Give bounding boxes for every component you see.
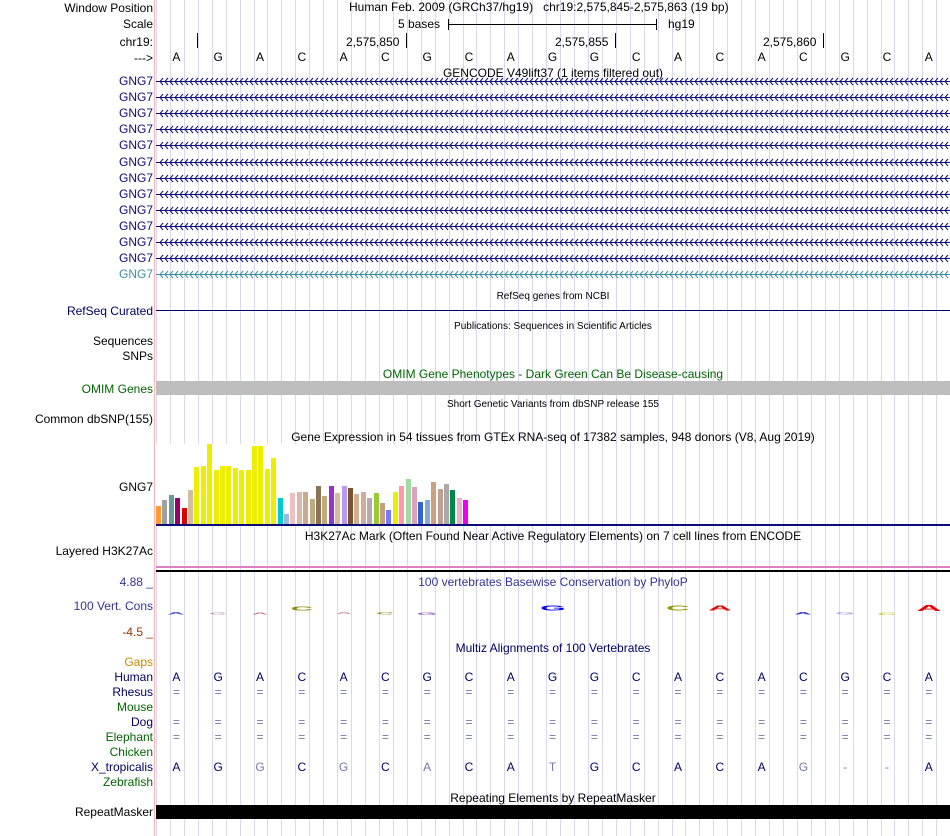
gtex-bar[interactable] <box>438 489 443 524</box>
track-label-divider <box>154 0 155 836</box>
gtex-bar[interactable] <box>233 468 238 524</box>
gtex-bar[interactable] <box>284 514 289 524</box>
multiz-base: - <box>843 760 848 774</box>
gencode-transcript-label[interactable]: GNG7 <box>118 74 153 88</box>
chromosome-label: chr19: <box>119 35 153 49</box>
multiz-base: A <box>757 760 766 774</box>
scale-text: 5 bases <box>398 17 441 31</box>
gencode-transcript-label[interactable]: GNG7 <box>118 235 153 249</box>
multiz-base: G <box>213 760 223 774</box>
gtex-bar[interactable] <box>412 487 417 524</box>
h3k27ac-baseline <box>156 570 950 572</box>
multiz-base: A <box>423 760 432 774</box>
refseq-track-title[interactable]: RefSeq genes from NCBI <box>496 291 610 302</box>
scale-label: Scale <box>122 17 153 31</box>
multiz-base: = <box>507 730 515 744</box>
multiz-base: = <box>549 730 557 744</box>
scale-bar <box>448 24 656 25</box>
base-letter: C <box>799 50 808 64</box>
multiz-base: C <box>882 670 892 684</box>
gtex-bar[interactable] <box>431 482 436 524</box>
gtex-bar[interactable] <box>342 486 347 524</box>
gtex-bar[interactable] <box>310 499 315 524</box>
gtex-bar[interactable] <box>425 500 430 524</box>
gencode-transcript-label[interactable]: GNG7 <box>118 202 153 217</box>
multiz-base: = <box>716 730 724 744</box>
multiz-base: = <box>758 715 766 729</box>
gencode-transcript-label[interactable]: GNG7 <box>118 90 153 105</box>
gencode-transcript-line[interactable] <box>156 238 950 247</box>
base-letter: G <box>213 50 223 64</box>
dbsnp-track-title[interactable]: Short Genetic Variants from dbSNP release 155 <box>447 399 659 410</box>
gtex-bar[interactable] <box>156 506 161 524</box>
multiz-base: G <box>213 670 223 684</box>
gencode-transcript-line[interactable] <box>156 270 950 279</box>
multiz-base: A <box>255 670 264 684</box>
gtex-bar[interactable] <box>322 496 327 524</box>
base-letter: C <box>464 50 474 64</box>
gtex-bar[interactable] <box>265 469 270 524</box>
db-name: hg19 <box>668 17 695 31</box>
base-letter: C <box>882 50 892 64</box>
gtex-bar[interactable] <box>418 502 423 524</box>
multiz-base: = <box>214 685 222 699</box>
multiz-base: = <box>298 685 306 699</box>
strand-arrow-label: ---> <box>134 51 153 65</box>
multiz-base: = <box>925 730 933 744</box>
gtex-bar[interactable] <box>169 495 174 524</box>
multiz-base: = <box>799 730 807 744</box>
gencode-transcript-label[interactable]: GNG7 <box>118 122 153 137</box>
gtex-bar[interactable] <box>252 446 257 524</box>
window-position-label: Window Position <box>64 1 153 15</box>
multiz-base: = <box>632 730 640 744</box>
multiz-base: A <box>172 670 181 684</box>
gtex-bar[interactable] <box>278 498 283 524</box>
base-letter: A <box>255 50 264 64</box>
multiz-base: = <box>507 715 515 729</box>
multiz-base: C <box>297 760 307 774</box>
gtex-bar[interactable] <box>188 490 193 524</box>
gtex-bar[interactable] <box>367 498 372 524</box>
cons-letter: A <box>794 611 813 616</box>
cons-letter: A <box>707 604 732 613</box>
gtex-bar[interactable] <box>354 494 359 524</box>
multiz-base: C <box>631 760 641 774</box>
gtex-bar[interactable] <box>463 500 468 524</box>
gencode-transcript-label[interactable]: GNG7 <box>118 138 153 153</box>
gtex-gene-line <box>156 524 950 526</box>
gtex-bar[interactable] <box>335 493 340 524</box>
gtex-bar[interactable] <box>214 470 219 524</box>
publications-track-title[interactable]: Publications: Sequences in Scientific Articles <box>454 321 652 332</box>
gtex-bar[interactable] <box>207 444 212 524</box>
cons-letter: G <box>417 611 438 616</box>
multiz-base: A <box>673 760 682 774</box>
multiz-species-label[interactable]: Elephant <box>105 730 153 744</box>
multiz-base: = <box>381 730 389 744</box>
multiz-base: C <box>464 760 474 774</box>
ruler-tick-3 <box>823 33 824 48</box>
gencode-transcript-line[interactable] <box>156 254 950 263</box>
multiz-base: C <box>715 760 725 774</box>
gtex-bar[interactable] <box>290 493 295 524</box>
gtex-bar[interactable] <box>220 466 225 524</box>
gtex-bar[interactable] <box>374 493 379 524</box>
gtex-bar[interactable] <box>271 458 276 524</box>
gencode-transcript-line[interactable] <box>156 206 950 215</box>
base-letter: A <box>924 50 933 64</box>
multiz-base: C <box>715 670 725 684</box>
multiz-base: = <box>465 730 473 744</box>
gencode-transcript-label[interactable]: GNG7 <box>118 154 153 169</box>
gencode-transcript-line[interactable] <box>156 174 950 183</box>
multiz-base: = <box>423 715 431 729</box>
gtex-bar[interactable] <box>175 498 180 524</box>
gtex-bar[interactable] <box>386 510 391 524</box>
multiz-base: = <box>172 715 180 729</box>
multiz-species-label[interactable]: Mouse <box>116 700 153 714</box>
multiz-base: G <box>422 670 432 684</box>
gtex-bar[interactable] <box>406 479 411 524</box>
gencode-transcript-label[interactable]: GNG7 <box>118 218 153 233</box>
multiz-base: = <box>758 730 766 744</box>
multiz-base: = <box>925 715 933 729</box>
base-letter: G <box>589 50 600 64</box>
multiz-base: C <box>297 670 307 684</box>
multiz-species-label[interactable]: Dog <box>130 715 153 729</box>
assembly-name: Human Feb. 2009 (GRCh37/hg19) chr19:2,575,845-2,575,863 (19 bp) <box>349 0 729 14</box>
gencode-transcript-label[interactable]: GNG7 <box>118 170 153 185</box>
multiz-base: A <box>172 760 181 774</box>
gencode-track-title[interactable]: GENCODE V49lift37 (1 items filtered out) <box>442 66 664 80</box>
gtex-gene-label[interactable]: GNG7 <box>118 480 153 494</box>
cons-track-title[interactable]: 100 vertebrates Basewise Conservation by PhyloP <box>418 575 688 589</box>
multiz-base: - <box>885 760 889 774</box>
cons-track-label[interactable]: 100 Vert. Cons <box>73 599 153 613</box>
multiz-base: T <box>548 760 557 774</box>
base-letter: C <box>381 50 390 64</box>
multiz-base: = <box>172 730 180 744</box>
multiz-base: = <box>716 715 724 729</box>
gencode-transcript-line[interactable] <box>156 109 950 118</box>
repeatmasker-feature-bar[interactable] <box>156 805 950 819</box>
gtex-bar[interactable] <box>380 503 385 524</box>
multiz-base: G <box>255 760 265 774</box>
base-letter: A <box>339 50 348 64</box>
gtex-bar[interactable] <box>258 446 263 524</box>
multiz-base: A <box>924 670 933 684</box>
gencode-transcript-label[interactable]: GNG7 <box>118 267 153 282</box>
multiz-base: A <box>506 670 515 684</box>
ruler-tick-label-2: 2,575,855 <box>555 35 609 49</box>
omim-track-title[interactable]: OMIM Gene Phenotypes - Dark Green Can Be Disease-causing <box>382 367 724 381</box>
multiz-base: = <box>590 730 598 744</box>
gencode-transcript-line[interactable] <box>156 93 950 102</box>
gencode-transcript-line[interactable] <box>156 141 950 150</box>
multiz-base: = <box>674 715 682 729</box>
gtex-bar[interactable] <box>246 470 251 524</box>
multiz-base: = <box>632 715 640 729</box>
multiz-base: = <box>674 730 682 744</box>
gtex-bar[interactable] <box>162 500 167 524</box>
base-letter: G <box>422 50 432 64</box>
publications-snps-label[interactable]: SNPs <box>122 349 153 363</box>
base-letter: A <box>757 50 766 64</box>
gencode-transcript-line[interactable] <box>156 125 950 134</box>
multiz-base: C <box>799 670 808 684</box>
cons-ymin-label: -4.5 _ <box>122 625 153 639</box>
multiz-base: = <box>298 715 306 729</box>
gencode-transcript-line[interactable] <box>156 190 950 199</box>
gencode-transcript-label[interactable]: GNG7 <box>118 251 153 266</box>
multiz-gaps-label[interactable]: Gaps <box>124 655 153 669</box>
gtex-bar[interactable] <box>297 492 302 524</box>
gtex-bar[interactable] <box>226 466 231 524</box>
multiz-base: = <box>340 715 348 729</box>
repeatmasker-track-label[interactable]: RepeatMasker <box>74 805 153 819</box>
omim-feature-bar[interactable] <box>156 381 950 395</box>
cons-letter: C <box>376 611 395 616</box>
gtex-bar[interactable] <box>239 470 244 524</box>
gtex-bar[interactable] <box>201 466 206 524</box>
multiz-species-label[interactable]: Zebrafish <box>102 775 153 789</box>
multiz-base: = <box>465 715 473 729</box>
multiz-species-label[interactable]: X_tropicalis <box>90 760 153 774</box>
ruler-tick-2 <box>615 33 616 48</box>
refseq-gene-line[interactable] <box>156 310 950 311</box>
scale-bar-left-tick <box>448 19 449 30</box>
multiz-base: = <box>465 685 473 699</box>
cons-letter: G <box>209 611 227 615</box>
multiz-base: = <box>799 715 807 729</box>
repeatmasker-track-title[interactable]: Repeating Elements by RepeatMasker <box>450 791 656 805</box>
multiz-base: = <box>716 685 724 699</box>
base-letter: A <box>506 50 515 64</box>
multiz-base: A <box>924 760 933 774</box>
multiz-species-label[interactable]: Rhesus <box>112 685 153 699</box>
cons-letter: G <box>835 611 855 616</box>
ruler-tick-1 <box>406 33 407 48</box>
multiz-base: G <box>547 670 558 684</box>
cons-letter: C <box>666 604 690 613</box>
multiz-base: C <box>631 670 641 684</box>
multiz-base: C <box>381 670 390 684</box>
multiz-base: = <box>340 685 348 699</box>
cons-letter: C <box>290 605 313 613</box>
base-letter: G <box>547 50 558 64</box>
multiz-base: = <box>423 730 431 744</box>
gtex-bar[interactable] <box>194 467 199 524</box>
gencode-transcript-line[interactable] <box>156 158 950 167</box>
gtex-bar[interactable] <box>316 486 321 524</box>
multiz-base: = <box>590 715 598 729</box>
multiz-base: = <box>381 715 389 729</box>
multiz-base: = <box>340 730 348 744</box>
multiz-base: = <box>549 715 557 729</box>
multiz-base: A <box>757 670 766 684</box>
cons-letter: G <box>539 604 566 613</box>
multiz-base: C <box>464 670 474 684</box>
multiz-base: = <box>883 730 891 744</box>
h3k27ac-track-label[interactable]: Layered H3K27Ac <box>55 544 153 558</box>
dbsnp-track-label[interactable]: Common dbSNP(155) <box>34 412 153 426</box>
multiz-base: A <box>506 760 515 774</box>
gencode-transcript-label[interactable]: GNG7 <box>118 106 153 121</box>
multiz-base: = <box>883 685 891 699</box>
multiz-base: G <box>589 670 600 684</box>
base-letter: C <box>297 50 307 64</box>
multiz-base: = <box>799 685 807 699</box>
multiz-base: = <box>758 685 766 699</box>
position-text: chr19:2,575,845-2,575,863 (19 bp) <box>543 0 729 14</box>
gtex-bar[interactable] <box>361 492 366 524</box>
multiz-base: = <box>841 685 849 699</box>
base-letter: C <box>631 50 641 64</box>
cons-letter: A <box>251 611 269 615</box>
multiz-base: = <box>925 685 933 699</box>
multiz-base: = <box>298 730 306 744</box>
multiz-base: = <box>256 730 264 744</box>
gencode-transcript-line[interactable] <box>156 77 950 86</box>
multiz-base: A <box>673 670 682 684</box>
gtex-bar[interactable] <box>399 486 404 524</box>
multiz-base: G <box>798 760 809 774</box>
cons-letter: A <box>916 603 942 613</box>
gtex-bar[interactable] <box>303 492 308 524</box>
multiz-base: G <box>840 670 850 684</box>
gencode-transcript-label[interactable]: GNG7 <box>118 186 153 201</box>
multiz-base: G <box>338 760 349 774</box>
base-letter: A <box>673 50 682 64</box>
gtex-bar[interactable] <box>444 484 449 524</box>
refseq-track-label[interactable]: RefSeq Curated <box>66 304 153 318</box>
omim-track-label[interactable]: OMIM Genes <box>81 382 153 396</box>
ruler-tick-minor <box>197 33 198 48</box>
gtex-bar[interactable] <box>329 486 334 524</box>
cons-letter: A <box>167 611 186 616</box>
base-letter: C <box>715 50 725 64</box>
multiz-base: = <box>590 685 598 699</box>
multiz-base: = <box>256 715 264 729</box>
multiz-base: = <box>549 685 557 699</box>
multiz-base: = <box>214 715 222 729</box>
cons-ymax-label: 4.88 _ <box>119 575 153 589</box>
multiz-base: = <box>674 685 682 699</box>
multiz-base: = <box>423 685 431 699</box>
h3k27ac-signal-line <box>156 566 950 568</box>
multiz-base: C <box>381 760 390 774</box>
h3k27ac-track-title[interactable]: H3K27Ac Mark (Often Found Near Active Regulatory Elements) on 7 cell lines from ENCODE <box>304 529 802 543</box>
gtex-bar[interactable] <box>393 492 398 524</box>
multiz-species-label[interactable]: Human <box>114 670 153 684</box>
gtex-bar[interactable] <box>348 488 353 524</box>
gtex-bar[interactable] <box>457 498 462 524</box>
multiz-species-label[interactable]: Chicken <box>109 745 153 759</box>
multiz-base: = <box>632 685 640 699</box>
multiz-base: = <box>841 715 849 729</box>
multiz-base: = <box>381 685 389 699</box>
multiz-base: = <box>256 685 264 699</box>
multiz-base: A <box>339 670 348 684</box>
gencode-transcript-line[interactable] <box>156 222 950 231</box>
multiz-base: = <box>172 685 180 699</box>
cons-letter: A <box>335 611 352 615</box>
base-letter: G <box>840 50 850 64</box>
multiz-base: = <box>507 685 515 699</box>
gtex-bar[interactable] <box>450 490 455 524</box>
ruler-tick-label-1: 2,575,850 <box>346 35 400 49</box>
multiz-base: G <box>589 760 600 774</box>
multiz-base: = <box>841 730 849 744</box>
multiz-base: = <box>883 715 891 729</box>
multiz-base: = <box>214 730 222 744</box>
ruler-tick-label-3: 2,575,860 <box>763 35 817 49</box>
publications-sequences-label[interactable]: Sequences <box>92 334 153 348</box>
gtex-bar[interactable] <box>182 508 187 524</box>
scale-bar-right-tick <box>656 19 657 30</box>
gtex-track-title[interactable]: Gene Expression in 54 tissues from GTEx RNA-seq of 17382 samples, 948 donors (V8, Aug 2019) <box>291 430 815 444</box>
cons-letter: C <box>877 611 897 616</box>
multiz-track-title[interactable]: Multiz Alignments of 100 Vertebrates <box>455 641 651 655</box>
base-letter: A <box>172 50 181 64</box>
